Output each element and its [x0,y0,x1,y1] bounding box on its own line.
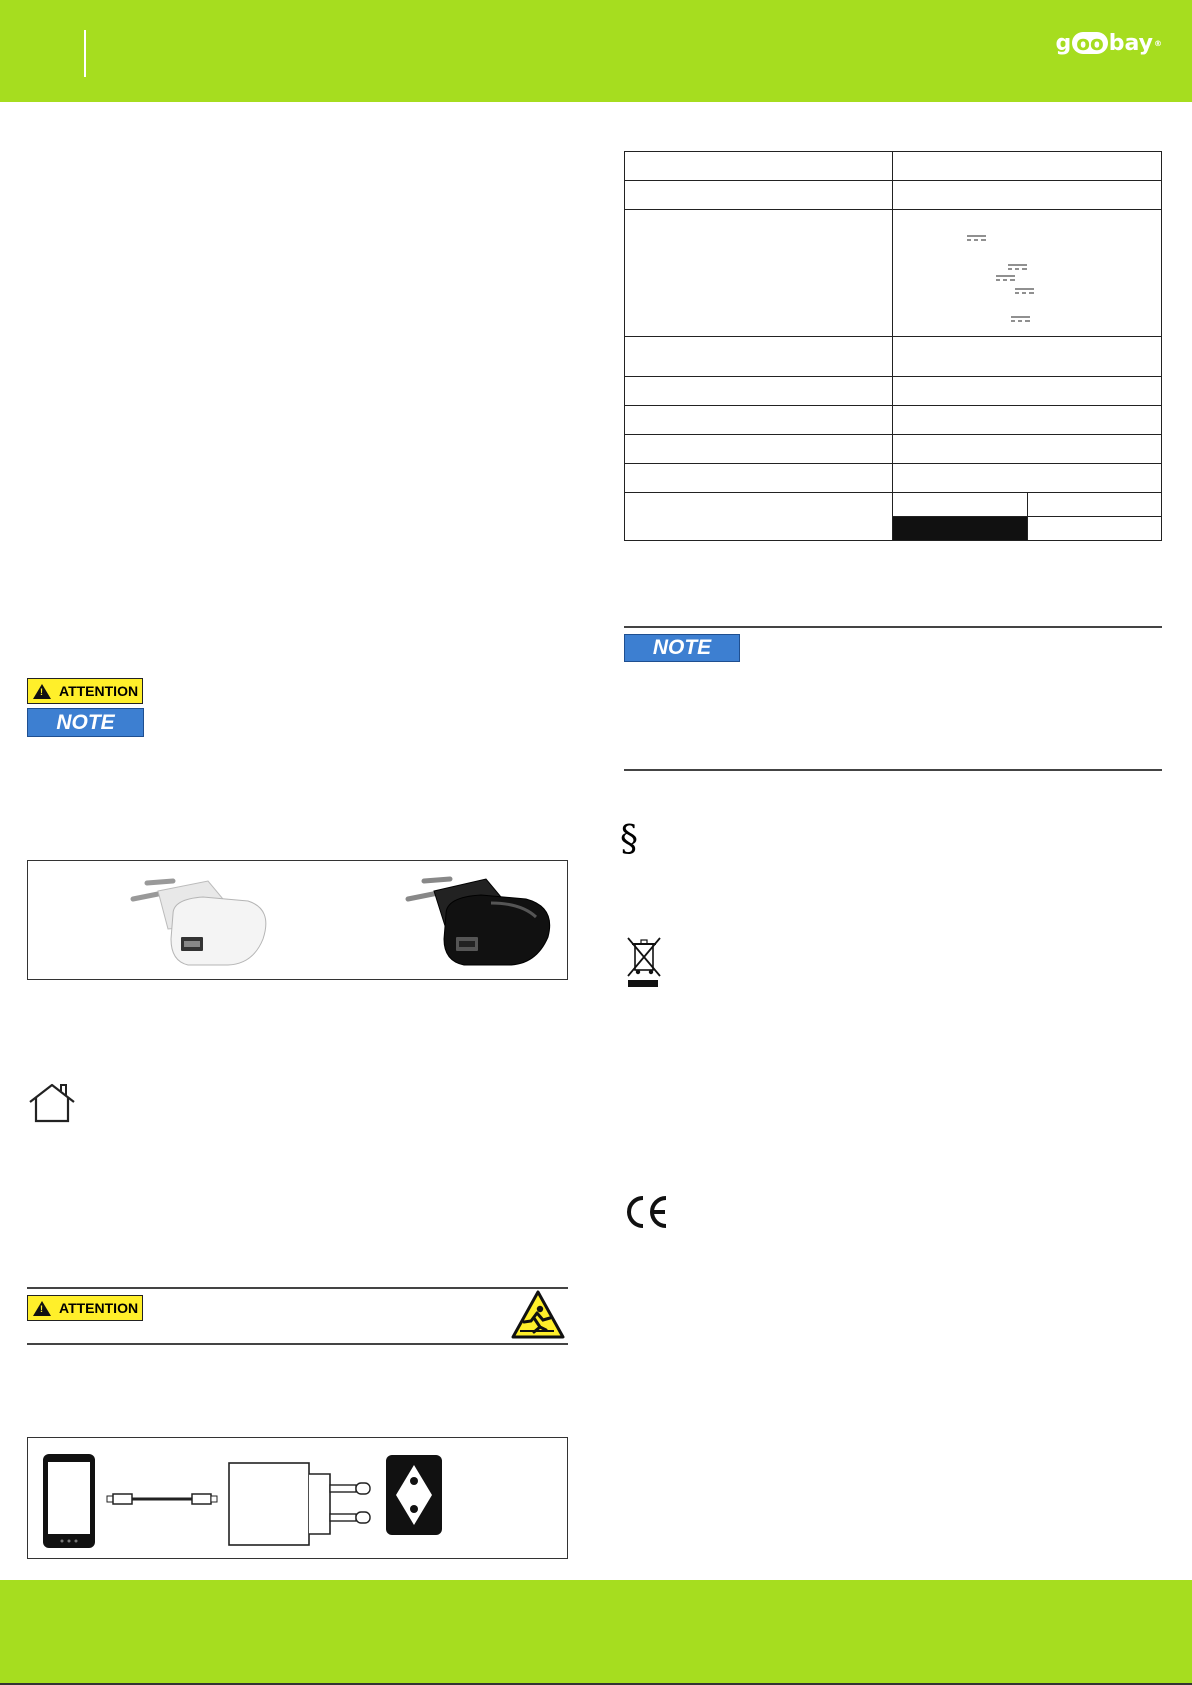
dc-symbols [893,210,1161,337]
trip-hazard-sign-icon [510,1289,566,1341]
table-cell [893,464,1162,493]
table-row [625,464,1162,493]
smartphone-icon [42,1453,96,1549]
attention-label-top [27,678,143,704]
page-header [0,0,1192,102]
note-label-left [27,708,144,737]
attention-top-rule [27,1287,568,1289]
table-row [625,210,1162,337]
ce-mark-icon [624,1195,670,1229]
weee-crossed-bin-icon [626,936,662,988]
warning-triangle-icon [33,684,51,699]
output-specs-cell [893,210,1162,337]
logo-text-g: g [1055,30,1072,56]
color-swatch-white [893,493,1028,517]
table-cell [893,152,1162,181]
registered-mark: ® [1154,38,1162,48]
table-cell [625,493,893,541]
table-cell [893,377,1162,406]
attention-text: ATTENTION [59,683,139,699]
table-row [625,406,1162,435]
table-cell [625,337,893,377]
table-row [625,337,1162,377]
paragraph-symbol: § [620,819,638,860]
connection-diagram-box [27,1437,568,1559]
warning-triangle-icon [33,1301,51,1316]
attention-label-bottom [27,1295,143,1321]
table-cell [625,210,893,337]
color-swatch-black [893,517,1028,541]
table-row [625,493,1162,517]
table-cell [625,435,893,464]
table-row [625,377,1162,406]
table-cell [625,181,893,210]
specification-table [624,151,1162,541]
logo-text-bay: bay [1108,30,1153,56]
table-cell [625,377,893,406]
table-row [625,152,1162,181]
page-footer [0,1580,1192,1685]
attention-text: ATTENTION [59,1300,139,1316]
note-text: NOTE [56,710,115,734]
note-top-rule [624,626,1162,628]
table-cell [625,406,893,435]
black-charger-image [396,869,556,974]
table-cell [893,406,1162,435]
table-cell [893,181,1162,210]
power-socket-icon [386,1455,442,1535]
logo-oo: oo [1072,32,1107,54]
usb-cable-icon [106,1491,218,1507]
white-charger-image [113,869,273,974]
header-divider [84,30,86,77]
note-text: NOTE [652,636,712,659]
table-cell [625,152,893,181]
note-bottom-rule [624,769,1162,771]
table-cell [893,337,1162,377]
note-label-right [624,634,740,662]
goobay-logo [1056,28,1163,58]
table-cell [625,464,893,493]
charger-plug-icon [228,1456,374,1548]
product-image-box [27,860,568,980]
table-cell [1028,493,1162,517]
table-cell [1028,517,1162,541]
table-row [625,435,1162,464]
table-cell [893,435,1162,464]
table-row [625,181,1162,210]
house-icon [27,1083,77,1123]
attention-bottom-rule [27,1343,568,1345]
